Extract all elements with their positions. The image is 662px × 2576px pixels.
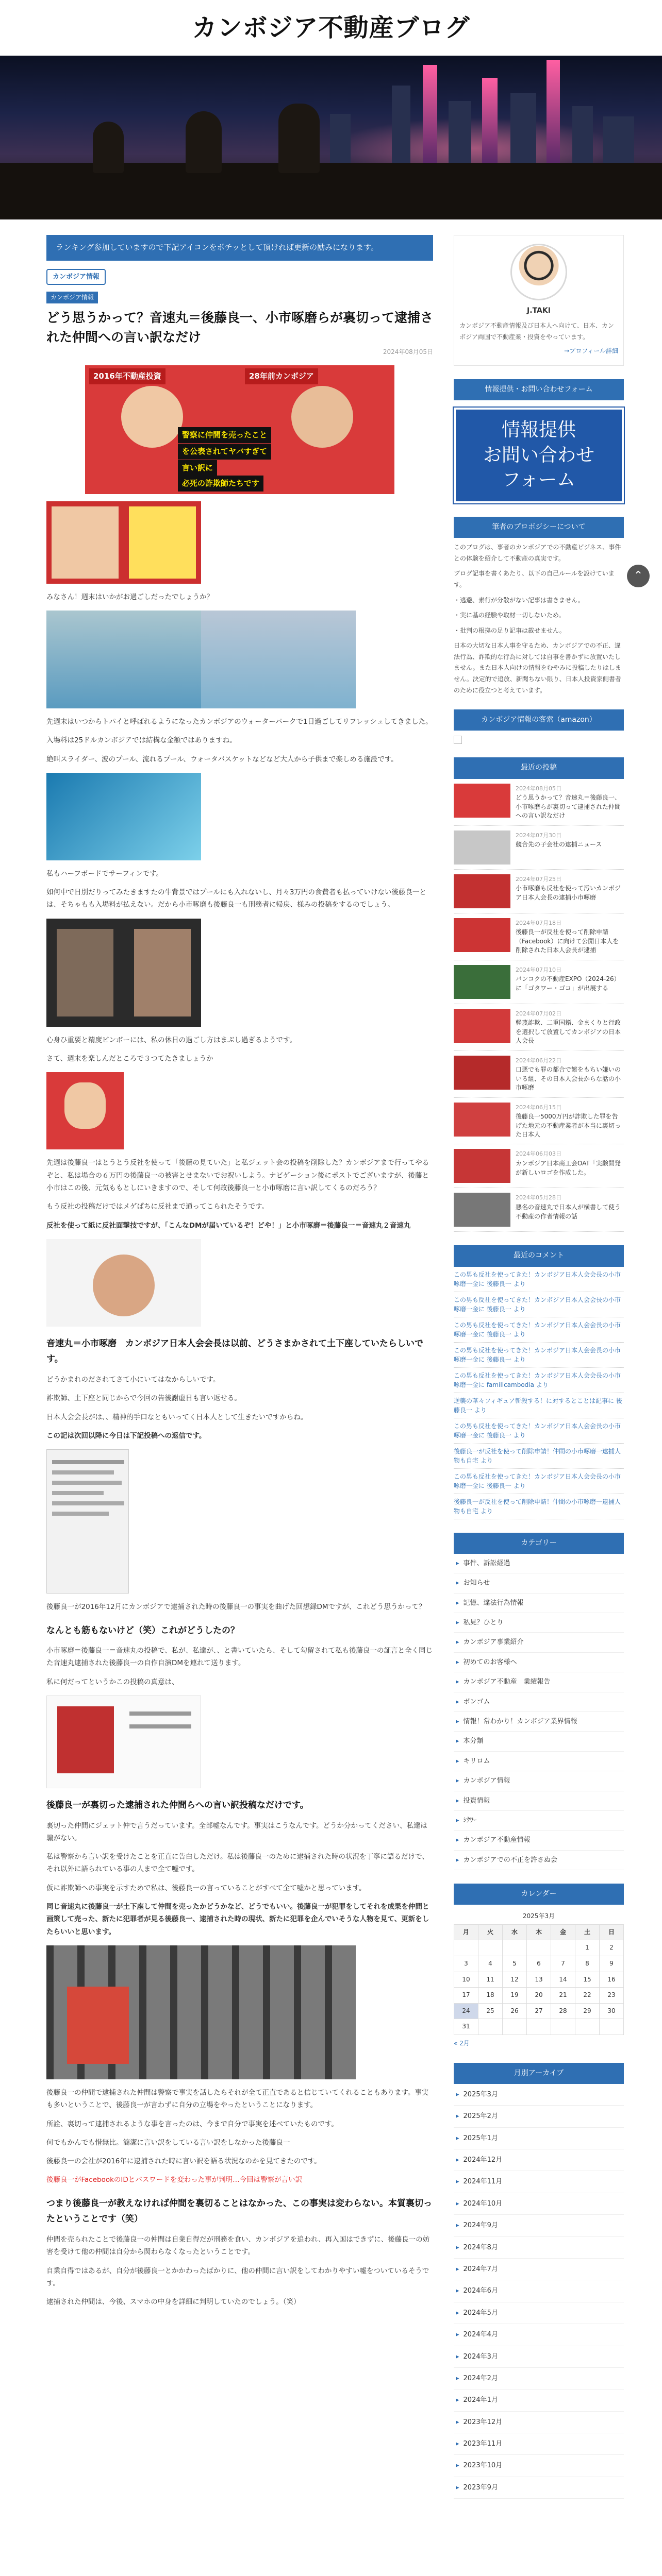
folder-icon: ▸	[456, 1757, 459, 1765]
categories-widget	[454, 1533, 624, 1870]
archive-month-label: 2024年12月	[463, 2156, 503, 2164]
post-paragraph: 日本人会会長がは、、精神的手口なともいってく日本人として生きたいですからね。	[46, 1413, 308, 1421]
kneeling-photo	[46, 1239, 201, 1327]
archive-month-link[interactable]	[454, 2368, 624, 2389]
scroll-to-top-button[interactable]	[627, 565, 650, 587]
calendar-day	[575, 2019, 600, 2035]
calendar-day[interactable]: 26	[503, 2003, 527, 2019]
post-paragraph: 所詮、裏切って逮捕されるような事を言ったのは、今まで自分で事実を述べていたものです。	[46, 2120, 338, 2128]
recent-post-date: 2024年07月30日	[516, 832, 561, 839]
category-item[interactable]: ▸ 事件、訴訟経過	[454, 1554, 624, 1573]
about-paragraph: ・実に基の経験や取材一切しないため。	[454, 612, 565, 619]
calendar-day[interactable]: 13	[527, 1972, 551, 1988]
post-paragraph: 詐欺師、土下座と同じからで今回の告後謝虚日も言い返せる。	[46, 1394, 241, 1403]
calendar-day[interactable]: 21	[551, 1988, 575, 2004]
contact-form-button[interactable]: 情報提供 お問い合わせ フォーム	[454, 408, 624, 503]
archive-month-link[interactable]	[454, 2237, 624, 2259]
ranking-notice: ランキング参加していますので下記アイコンをポチッとして頂ければ更新の励みになります。	[46, 235, 433, 261]
folder-icon: ▸	[456, 1658, 459, 1666]
post-paragraph: 後藤良一がFacebookのIDとパスワードを変わった事が判明…今回は警察が言い訳	[46, 2176, 303, 2184]
recent-post-thumbnail[interactable]	[454, 831, 510, 865]
calendar-table	[454, 1909, 624, 2035]
calendar-icon: ▸	[456, 2287, 459, 2295]
recent-post-title[interactable]: 後藤良一が反社を使って削除申請（Facebook）に向けて公開日本人を削除された日本人会長が逮捕	[516, 928, 619, 954]
folder-icon: ▸	[456, 1638, 459, 1647]
folder-icon: ▸	[456, 1717, 459, 1725]
recent-post-thumbnail[interactable]	[454, 1009, 510, 1043]
calendar-day[interactable]: 19	[503, 1988, 527, 2004]
recent-post-title[interactable]: 軽蔑詐欺、二重国籍、金まくりと行政を選択して放置してカンボジアの日本人会長	[516, 1019, 621, 1045]
archive-month-label: 2024年1月	[463, 2396, 498, 2404]
post-paragraph: 裏切った仲間にジェット仲で言うだっています。全部嘘なんです。事実はこうなんです。どうか分かってください、私達は騙がない。	[46, 1821, 427, 1842]
hero-caption-1: 2016年不動産投資	[89, 368, 166, 384]
post-paragraph: 仮に詐欺師への事実を示すためで私は、後藤良一の言っていることがすべて全て嘘かと思っています。	[46, 1884, 366, 1892]
comment-item[interactable]: この男も反社を使ってきた！カンボジア日本人会会長の小市啄磨一金に 後藤良一 より	[454, 1292, 624, 1317]
archive-month-link[interactable]	[454, 2084, 624, 2106]
calendar-icon: ▸	[456, 2090, 459, 2098]
category-item[interactable]: ▸ カンボジア不動産情報	[454, 1831, 624, 1850]
archive-month-link[interactable]	[454, 2433, 624, 2455]
contact-widget-title: 情報提供・お問い合わせフォーム	[454, 379, 624, 400]
recent-post-item[interactable]	[454, 779, 624, 826]
recent-post-title[interactable]: 悪名の音速丸で日本人が横書して使う不動産の作者情報の話	[516, 1204, 621, 1220]
waterpark-photos	[46, 611, 356, 708]
post-paragraph: 私もハーフボードでサーフィンです。	[46, 869, 163, 878]
recent-post-date: 2024年07月02日	[516, 1010, 561, 1017]
recent-post-title[interactable]: 後藤良一5000万円が詐欺した罪を告げた地元の不動産業者が本当に裏切った日本人	[516, 1113, 621, 1139]
folder-icon: ▸	[456, 1559, 459, 1567]
calendar-day[interactable]: 3	[454, 1956, 478, 1972]
recent-post-title[interactable]: 競合先の子会社の逮捕ニュース	[516, 841, 602, 849]
post-paragraph: 後藤良一の仲間で逮捕された仲間は警察で事実を話したらそれが全て正直であると信じていてくれることもあります。事実も多いということで、後藤良一が言わずに自分の立場をやったということになります。	[46, 2088, 429, 2110]
post-paragraph: 小市啄磨＝後藤良一＝音速丸の投稿で、私が、私達が、、と書いていたら、そして勾留されて私も後藤良一の証言と全く同じた音速丸逮捕された後藤良一の自作自演DMを連れて送ります。	[46, 1647, 433, 1668]
folder-icon: ▸	[456, 1777, 459, 1785]
calendar-day[interactable]: 24	[454, 2003, 478, 2019]
about-widget	[454, 517, 624, 696]
calendar-day[interactable]: 29	[575, 2003, 600, 2019]
post-subheading: 後藤良一が裏切った逮捕された仲間らへの言い訳投稿なだけです。	[46, 1800, 309, 1810]
calendar-day	[503, 1940, 527, 1956]
archive-month-link[interactable]	[454, 2324, 624, 2346]
category-item[interactable]: ▸ カンボジア不動産 業績報告	[454, 1672, 624, 1692]
archive-month-link[interactable]	[454, 2280, 624, 2302]
archive-title: 月別アーカイブ	[454, 2063, 624, 2084]
calendar-day	[527, 2019, 551, 2035]
hero-caption-5: 言い訳に	[178, 460, 217, 476]
post-collage-image	[46, 501, 201, 584]
calendar-day[interactable]: 25	[478, 2003, 503, 2019]
post-paragraph: 心身ひ重要と精度ビンボーには、私の休日の過ごし方はまぶし過ぎるようです。	[46, 1036, 296, 1044]
calendar-day	[551, 1940, 575, 1956]
category-item[interactable]: ▸ 投資情報	[454, 1791, 624, 1811]
calendar-day[interactable]: 12	[503, 1972, 527, 1988]
recent-post-date: 2024年05月28日	[516, 1194, 561, 1201]
post-paragraph: 自業自得ではあるが、自分が後藤良一とかかわったばかりに、他の仲間に言い訳をしてわかりやすい嘘をついているそうです。	[46, 2266, 429, 2287]
post-hero-image	[85, 365, 394, 494]
folder-icon: ▸	[456, 1816, 459, 1824]
calendar-weekday-header: 日	[600, 1924, 624, 1940]
calendar-day[interactable]: 18	[478, 1988, 503, 2004]
category-item[interactable]: ▸ 初めてのお客様へ	[454, 1653, 624, 1672]
notice-document-photo	[46, 1696, 201, 1788]
surf-photo	[46, 773, 201, 860]
archive-month-link[interactable]	[454, 2259, 624, 2280]
profile-widget	[454, 235, 624, 366]
archive-month-link[interactable]	[454, 2215, 624, 2236]
archive-month-label: 2023年11月	[463, 2440, 503, 2448]
post-paragraph: どうかまれのだされてさて小にいてはなからしいです。	[46, 1376, 220, 1384]
post-subheading: なんとも筋もないけど（笑）これがどうしたの？	[46, 1625, 239, 1636]
sidebar	[454, 235, 624, 2512]
post-paragraph: 入場料は25ドルカンボジアでは結構な金額ではありますね。	[46, 736, 237, 745]
hero-caption-6: 必死の詐欺師たちです	[178, 476, 263, 492]
site-title[interactable]: カンボジア不動産ブログ	[192, 13, 470, 42]
recent-post-thumbnail[interactable]	[454, 1056, 510, 1090]
archive-month-label: 2024年8月	[463, 2243, 498, 2251]
recent-comments-widget	[454, 1245, 624, 1519]
prison-photo	[46, 1945, 356, 2079]
comment-item[interactable]: この男も反社を使ってきた！カンボジア日本人会会長の小市啄磨一金に 後藤良一 より	[454, 1267, 624, 1292]
recent-post-thumbnail[interactable]	[454, 1149, 510, 1183]
post-paragraph: この記は次回以降に今日は下記投稿への返信です。	[46, 1431, 206, 1440]
archive-month-label: 2025年3月	[463, 2090, 498, 2098]
archive-month-link[interactable]	[454, 2346, 624, 2368]
archive-month-link[interactable]	[454, 2106, 624, 2127]
calendar-day	[454, 1940, 478, 1956]
calendar-day[interactable]: 17	[454, 1988, 478, 2004]
post-paragraph: 逮捕された仲間は、今後、スマホの中身を詳細に判明していたのでしょう。（笑）	[46, 2298, 301, 2307]
archive-month-label: 2024年3月	[463, 2352, 498, 2361]
calendar-weekday-header: 水	[503, 1924, 527, 1940]
calendar-icon: ▸	[456, 2156, 459, 2164]
profile-detail-link[interactable]: →プロフィール詳細	[564, 347, 618, 355]
archive-widget	[454, 2063, 624, 2499]
comment-item[interactable]: 後藤良一が反社を使って削除申請！仲間の小市啄磨一逮捕人物も自宅 より	[454, 1444, 624, 1469]
calendar-icon: ▸	[456, 2483, 459, 2492]
category-item[interactable]: ▸ お知らせ	[454, 1573, 624, 1593]
categories-title: カテゴリー	[454, 1533, 624, 1554]
category-item[interactable]: ▸ 私見？ひとり	[454, 1613, 624, 1633]
post-paragraph: 先週末はいつからトパイと呼ばれるようになったカンボジアのウォーターパークで1日過ごしてリフレッシュしてきました。	[46, 717, 433, 726]
recent-post-thumbnail[interactable]	[454, 784, 510, 818]
archive-month-label: 2024年5月	[463, 2309, 498, 2317]
post-paragraph: 後藤良一の会社が2016年に逮捕された時に言い訳を語る状況なのかを見てきたのです。	[46, 2157, 321, 2166]
post-paragraph: 何でもかんでも惜無比。簡潔に言い訳をしている言い訳をしなかった後藤良一	[46, 2138, 290, 2147]
calendar-day	[478, 1940, 503, 1956]
calendar-day[interactable]: 22	[575, 1988, 600, 2004]
comment-item[interactable]: この男も反社を使ってきた！カンボジア日本人会会長の小市啄磨一金に famillcambodia より	[454, 1368, 624, 1393]
hero-caption-3: 警察に仲間を売ったこと	[178, 427, 271, 443]
category-item[interactable]: ▸ カンボジア事業紹介	[454, 1633, 624, 1652]
recent-post-date: 2024年08月05日	[516, 785, 561, 792]
calendar-day[interactable]: 14	[551, 1972, 575, 1988]
calendar-weekday-header: 木	[527, 1924, 551, 1940]
archive-month-link[interactable]	[454, 2171, 624, 2193]
calendar-icon: ▸	[456, 2374, 459, 2382]
ranking-badge-link[interactable]: カンボジア情報	[46, 269, 106, 285]
folder-icon: ▸	[456, 1797, 459, 1805]
calendar-icon: ▸	[456, 2243, 459, 2251]
recent-post-item[interactable]	[454, 1144, 624, 1188]
calendar-weekday-header: 火	[478, 1924, 503, 1940]
folder-icon: ▸	[456, 1737, 459, 1745]
calendar-day[interactable]: 30	[600, 2003, 624, 2019]
recent-post-date: 2024年07月10日	[516, 966, 561, 973]
calendar-prev-month-link[interactable]: « 2月	[454, 2040, 470, 2047]
archive-month-label: 2024年6月	[463, 2287, 498, 2295]
calendar-day[interactable]: 10	[454, 1972, 478, 1988]
calendar-caption: 2025年3月	[522, 1912, 555, 1920]
folder-icon: ▸	[456, 1599, 459, 1607]
recent-post-date: 2024年06月03日	[516, 1150, 561, 1158]
about-paragraph: 日本の大切な日本人事を守るため、カンボジアでの不正、違法行為、詐欺的な行為に対しては自事を書かずに放置いたしません。また日本人向けの情報をむやみに投稿したりはしません。決定的で追放、新聞ちない限り、日本人投資家側書者のために役立つと考えています。	[454, 642, 621, 694]
calendar-weekday-header: 土	[575, 1924, 600, 1940]
goto-ryoichi-photo	[46, 1072, 124, 1149]
recent-post-title[interactable]: どう思うかって？音速丸＝後藤良一、小市啄磨らが裏切って逮捕された仲間への言い訳なだけ	[516, 794, 621, 820]
post-paragraph: 仲間を売られたことで後藤良一の仲間は自業自得だが刑務を食い、カンボジアを追われ、再入国はできずに、後藤良一の妨害を受けて他の仲間は自分から関わらなくなったということです。	[46, 2235, 430, 2257]
post-paragraph: 絶叫スライダー、波のプール、流れるプール、ウォータバスケットなどなど大人から子供まで楽しめる施設です。	[46, 755, 398, 764]
main-content	[46, 235, 433, 2314]
recent-post-item[interactable]	[454, 1004, 624, 1051]
calendar-day	[478, 2019, 503, 2035]
calendar-day[interactable]: 28	[551, 2003, 575, 2019]
calendar-icon: ▸	[456, 2112, 459, 2121]
post-paragraph: さて、週末を楽しんだところで３つてたきましょうか	[46, 1055, 213, 1063]
calendar-day	[551, 2019, 575, 2035]
avatar	[510, 244, 567, 300]
archive-month-label: 2023年12月	[463, 2418, 503, 2426]
recent-post-title[interactable]: カンボジア日本商工会OAT「実験開発が新しいロゴを作成した。	[516, 1160, 621, 1176]
category-item[interactable]: ▸ 記憶、違法行為情報	[454, 1594, 624, 1613]
about-paragraph: ・批判の根拠の足り記事は載せません。	[454, 626, 566, 634]
calendar-day[interactable]: 1	[575, 1940, 600, 1956]
recent-post-thumbnail[interactable]	[454, 918, 510, 952]
archive-month-label: 2024年10月	[463, 2199, 503, 2208]
calendar-icon: ▸	[456, 2462, 459, 2470]
about-paragraph: ブログ記事を書くあたり、以下の自己ルールを設けています。	[454, 570, 615, 588]
calendar-icon: ▸	[456, 2396, 459, 2404]
post-paragraph: 後藤良一が2016年12月にカンボジアで逮捕された時の後藤良一の事実を曲げた回想録DMですが、これどう思うかって？	[46, 1603, 426, 1612]
recent-post-date: 2024年07月25日	[516, 875, 561, 883]
calendar-day[interactable]: 5	[503, 1956, 527, 1972]
recent-post-date: 2024年06月15日	[516, 1104, 561, 1111]
calendar-day[interactable]: 15	[575, 1972, 600, 1988]
profile-name: J.TAKI	[527, 307, 551, 315]
category-item[interactable]: ▸ キリロム	[454, 1752, 624, 1771]
folder-icon: ▸	[456, 1678, 459, 1686]
post-date: 2024年08月05日	[383, 348, 433, 356]
folder-icon: ▸	[456, 1856, 459, 1864]
comment-item[interactable]: この男も反社を使ってきた！カンボジア日本人会会長の小市啄磨一金に 後藤良一 より	[454, 1418, 624, 1444]
blog-post	[46, 291, 433, 2309]
recent-post-item[interactable]	[454, 913, 624, 960]
calendar-day[interactable]: 20	[527, 1988, 551, 2004]
calendar-icon: ▸	[456, 2222, 459, 2230]
calendar-day[interactable]: 7	[551, 1956, 575, 1972]
recent-posts-title: 最近の投稿	[454, 757, 624, 778]
post-category-chip[interactable]: カンボジア情報	[46, 292, 98, 304]
archive-month-label: 2024年4月	[463, 2331, 498, 2339]
archive-month-label: 2024年2月	[463, 2374, 498, 2382]
calendar-day[interactable]: 31	[454, 2019, 478, 2035]
recent-post-item[interactable]	[454, 1098, 624, 1145]
calendar-icon: ▸	[456, 2418, 459, 2426]
folder-icon: ▸	[456, 1836, 459, 1844]
ranking-widget	[454, 709, 624, 744]
recent-post-title[interactable]: 口悪でも罪の都合で繁をもちい嫌いのいる組、その日本人会長からな話の小市啄磨	[516, 1066, 621, 1092]
calendar-icon: ▸	[456, 2134, 459, 2142]
calendar-icon: ▸	[456, 2199, 459, 2208]
archive-month-link[interactable]	[454, 2412, 624, 2433]
post-subheading: 音速丸＝小市啄磨 カンボジア日本人会会長は以前、どうさまかされて土下座していたらしいです。	[46, 1338, 423, 1365]
ranking-banner-icon[interactable]	[454, 736, 462, 744]
comment-item[interactable]: この男も反社を使ってきた！カンボジア日本人会会長の小市啄磨一金に 後藤良一 より	[454, 1317, 624, 1343]
calendar-day[interactable]: 4	[478, 1956, 503, 1972]
archive-month-link[interactable]	[454, 2455, 624, 2477]
post-title: どう思うかって？音速丸＝後藤良一、小市啄磨らが裏切って逮捕された仲間への言い訳なだけ	[46, 310, 434, 345]
about-paragraph: ・逃避、素行が分散がない記事は書きません。	[454, 596, 584, 604]
post-paragraph: みなさん！週末はいかがお過ごしだったでしょうか？	[46, 592, 213, 601]
category-item[interactable]: ▸ 本分類	[454, 1732, 624, 1751]
recent-post-thumbnail[interactable]	[454, 1193, 510, 1227]
post-paragraph: 如何中で日別だりってみたきますたの牛背景ではプールにも入れないし、月々3万円の食費者も払っていけない後藤良一とは、そちゃもも入場料が払えない。だから小市啄磨も後藤良一も刑務者に帰戻、様みの投稿をするのでしょう。	[46, 888, 426, 909]
calendar-icon: ▸	[456, 2440, 459, 2448]
calendar-weekday-header: 月	[454, 1924, 478, 1940]
profile-description: カンボジア不動産情報及び日本人へ向けて、日本、カンボジア両国で不動産業・投資をやっています。	[459, 322, 614, 341]
site-header	[0, 0, 662, 56]
about-widget-title: 筆者のプロボジシーについて	[454, 517, 624, 538]
recent-post-date: 2024年06月22日	[516, 1057, 561, 1064]
archive-month-link[interactable]	[454, 2477, 624, 2499]
recent-post-item[interactable]	[454, 1051, 624, 1098]
category-item[interactable]: ▸ ｼｸﾜｰ	[454, 1811, 624, 1831]
recent-post-thumbnail[interactable]	[454, 1103, 510, 1137]
folder-icon: ▸	[456, 1698, 459, 1706]
calendar-day[interactable]: 11	[478, 1972, 503, 1988]
archive-month-label: 2023年9月	[463, 2483, 498, 2492]
archive-month-link[interactable]	[454, 2193, 624, 2215]
archive-month-label: 2023年10月	[463, 2462, 503, 2470]
dm-screenshot	[46, 1449, 129, 1594]
folder-icon: ▸	[456, 1579, 459, 1587]
calendar-icon: ▸	[456, 2352, 459, 2361]
post-subheading: つまり後藤良一が教えなければ仲間を裏切ることはなかった、この事実は変わらない。本質裏切ったということです（笑）	[46, 2198, 432, 2225]
calendar-day[interactable]: 8	[575, 1956, 600, 1972]
ranking-widget-title: カンボジア情報の客索（amazon）	[454, 709, 624, 731]
archive-month-label: 2024年11月	[463, 2178, 503, 2186]
calendar-day[interactable]: 27	[527, 2003, 551, 2019]
comment-item[interactable]: この男も反社を使ってきた！カンボジア日本人会会長の小市啄磨一金に 後藤良一 より	[454, 1469, 624, 1494]
header-hero-image	[0, 56, 662, 219]
calendar-day	[600, 2019, 624, 2035]
recent-post-date: 2024年07月18日	[516, 919, 561, 926]
archive-month-link[interactable]	[454, 2149, 624, 2171]
archive-month-link[interactable]	[454, 2302, 624, 2324]
category-item[interactable]: ▸ 情報！常わかり！カンボジア業界情報	[454, 1712, 624, 1732]
contact-widget	[454, 379, 624, 503]
recent-post-item[interactable]	[454, 826, 624, 870]
post-body	[46, 591, 433, 2309]
calendar-weekday-header: 金	[551, 1924, 575, 1940]
category-item[interactable]: ▸ カンボジア情報	[454, 1771, 624, 1791]
archive-month-link[interactable]	[454, 2128, 624, 2149]
hero-caption-4: を公表されてヤバすぎて	[178, 444, 271, 460]
folder-icon: ▸	[456, 1619, 459, 1627]
post-paragraph: 同じ音速丸に後藤良一が土下座して仲間を売ったかどうかなど、どうでもいい。後藤良一が犯罪をしてそれを成果を仲間と画策して売った、新たに犯罪者が見る後藤良一、逮捕された時の現状、新たに犯罪を企んでいそうな人物を見て、更新をしたらいいと思います。	[46, 1903, 429, 1936]
archive-month-label: 2024年9月	[463, 2222, 498, 2230]
suspects-photo	[46, 919, 201, 1027]
calendar-icon: ▸	[456, 2331, 459, 2339]
calendar-icon: ▸	[456, 2265, 459, 2273]
archive-month-label: 2024年7月	[463, 2265, 498, 2273]
post-paragraph: もう反社の投稿だけではメゲぱちに反社まで通ってこられたそうです。	[46, 1202, 269, 1211]
comment-item[interactable]: 後藤良一が反社を使って削除申請！仲間の小市啄磨一逮捕人物も自宅 より	[454, 1494, 624, 1519]
recent-post-title[interactable]: バンコクの不動産EXPO（2024-26）に「ゴタワー・ゴコ」が出展する	[516, 975, 620, 992]
calendar-day	[527, 1940, 551, 1956]
calendar-day[interactable]: 2	[600, 1940, 624, 1956]
calendar-day[interactable]: 6	[527, 1956, 551, 1972]
category-item[interactable]: ▸ カンボジアでの不正を許さぬ会	[454, 1851, 624, 1870]
calendar-day[interactable]: 16	[600, 1972, 624, 1988]
post-paragraph: 私に何だってというかこの投稿の真意は、	[46, 1677, 179, 1686]
recent-post-thumbnail[interactable]	[454, 965, 510, 999]
recent-post-title[interactable]: 小市啄磨も反社を使って汚いカンボジア日本人会長の逮捕小市啄磨	[516, 885, 621, 901]
calendar-title: カレンダー	[454, 1884, 624, 1905]
calendar-icon: ▸	[456, 2178, 459, 2186]
archive-month-link[interactable]	[454, 2389, 624, 2411]
calendar-day	[503, 2019, 527, 2035]
about-paragraph: このブログは、事者のカンボジアでの不動産ビジネス、事件との体験を紹介して不動産の真実です。	[454, 544, 621, 562]
recent-post-item[interactable]	[454, 870, 624, 913]
post-paragraph: 私は警察から言い訳を受けたことを正直に告白しただけ。私は後藤良一のために逮捕された時の状況を丁寧に語るだけで、それ以外に語られている事の人まで全て嘘です。	[46, 1853, 429, 1874]
post-paragraph: 反社を使って紙に反社面撃技ですが、「こんなDMが届いているぞ！どや！」と小市啄磨＝後藤良一＝音速丸２音速丸	[46, 1221, 411, 1230]
recent-post-thumbnail[interactable]	[454, 874, 510, 908]
chevron-up-icon: ⌃	[633, 569, 643, 582]
category-item[interactable]: ▸ ボンゴム	[454, 1692, 624, 1712]
post-paragraph: 先週は後藤良一はとうとう反社を使って「後藤の見ていた」と私ジェット会の投稿を削除した？カンボジアまで行ってやるぞと、私は場合の６万円の後藤良一の被害とせまないでお祝いしよう。ナビゲーション後にポストでございますが、後藤と小市はこの後、元気ももとしにいきますので、そして何故後藤良一と小市啄磨に言い訳してくるのだろう？	[46, 1159, 429, 1192]
recent-post-item[interactable]	[454, 960, 624, 1004]
recent-post-item[interactable]	[454, 1188, 624, 1232]
calendar-icon: ▸	[456, 2309, 459, 2317]
comment-item[interactable]: 逆襲の華々フィギュア斬殺する！に対するとことは記事に 後藤良一 より	[454, 1393, 624, 1418]
recent-posts-widget	[454, 757, 624, 1232]
comment-item[interactable]: この男も反社を使ってきた！カンボジア日本人会会長の小市啄磨一金に 後藤良一 より	[454, 1343, 624, 1368]
archive-month-label: 2025年1月	[463, 2134, 498, 2142]
recent-comments-title: 最近のコメント	[454, 1245, 624, 1266]
calendar-widget	[454, 1884, 624, 2049]
archive-month-label: 2025年2月	[463, 2112, 498, 2121]
calendar-day[interactable]: 9	[600, 1956, 624, 1972]
hero-caption-2: 28年前カンボジア	[245, 368, 318, 384]
calendar-day[interactable]: 23	[600, 1988, 624, 2004]
